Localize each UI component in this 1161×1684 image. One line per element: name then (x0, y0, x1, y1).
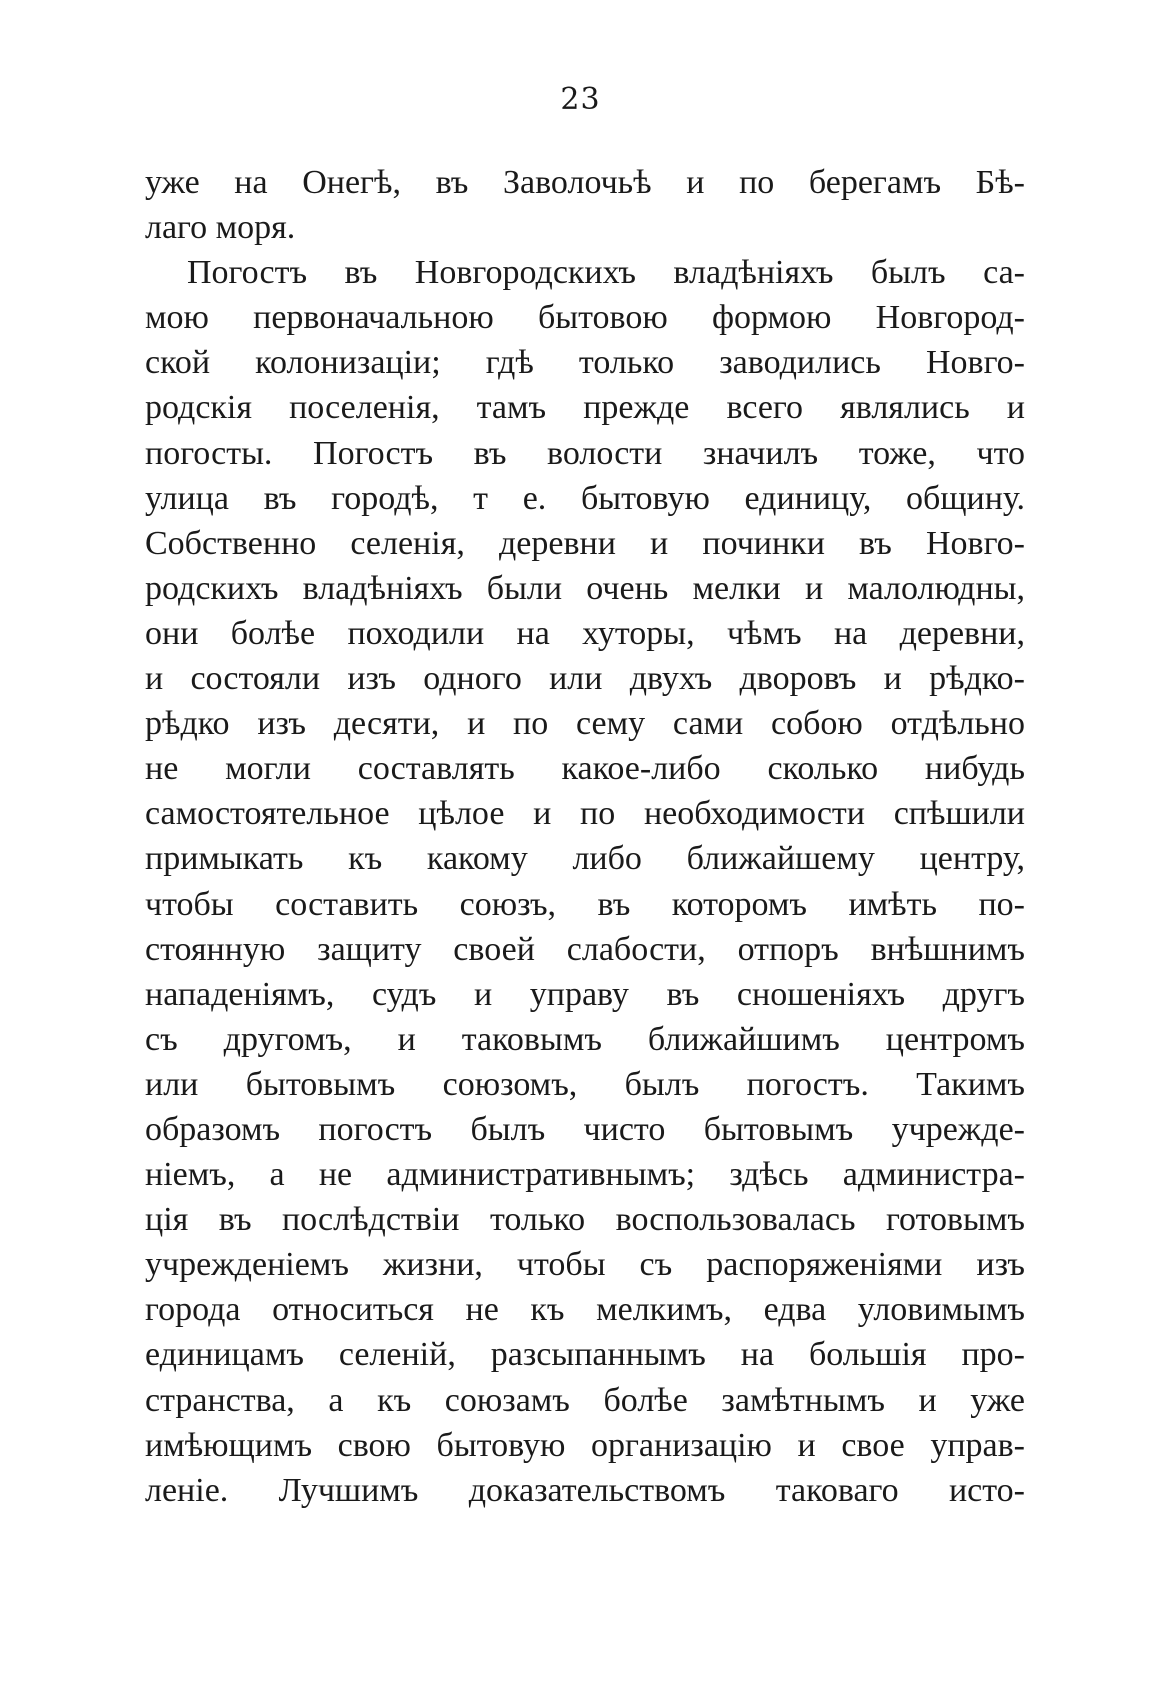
text-line: и состояли изъ одного или двухъ дворовъ и рѣдко- (145, 660, 1025, 698)
text-line: Погостъ въ Новгородскихъ владѣніяхъ былъ са- (187, 254, 1025, 292)
text-line: мою первоначальною бытовою формою Новгород- (145, 299, 1025, 337)
text-line: ской колонизаціи; гдѣ только заводились Новго- (145, 344, 1025, 382)
text-line: не могли составлять какое-либо сколько нибудь (145, 750, 1025, 788)
body-text (145, 160, 1025, 1513)
text-line: родскихъ владѣніяхъ были очень мелки и малолюдны, (145, 569, 1025, 607)
text-line: Собственно селенія, деревни и починки въ Новго- (145, 524, 1025, 562)
text-line: лаго моря. (145, 209, 296, 247)
text-line: рѣдко изъ десяти, и по сему сами собою отдѣльно (145, 705, 1025, 743)
text-line: учрежденіемъ жизни, чтобы съ распоряженіями изъ (145, 1246, 1025, 1284)
text-line: города относиться не къ мелкимъ, едва уловимымъ (145, 1291, 1025, 1329)
text-line: съ другомъ, и таковымъ ближайшимъ центромъ (145, 1020, 1025, 1058)
text-line: имѣющимъ свою бытовую организацію и свое управ- (145, 1426, 1025, 1464)
text-line: единицамъ селеній, разсыпаннымъ на большія про- (145, 1336, 1025, 1374)
text-line: они болѣе походили на хуторы, чѣмъ на деревни, (145, 614, 1025, 652)
text-line: леніе. Лучшимъ доказательствомъ таковаго исто- (145, 1471, 1025, 1509)
text-line: погосты. Погостъ въ волости значилъ тоже, что (145, 434, 1025, 472)
text-line: самостоятельное цѣлое и по необходимости спѣшили (145, 795, 1025, 833)
text-line: стоянную защиту своей слабости, отпоръ внѣшнимъ (145, 930, 1025, 968)
text-line: ція въ послѣдствіи только воспользовалась готовымъ (145, 1201, 1025, 1239)
text-line: родскія поселенія, тамъ прежде всего являлись и (145, 389, 1025, 427)
text-line: примыкать къ какому либо ближайшему центру, (145, 840, 1025, 878)
text-line: странства, а къ союзамъ болѣе замѣтнымъ и уже (145, 1381, 1025, 1419)
text-line: или бытовымъ союзомъ, былъ погостъ. Такимъ (145, 1065, 1025, 1103)
text-line: нападеніямъ, судъ и управу въ сношеніяхъ другъ (145, 975, 1025, 1013)
text-line: улица въ городѣ, т е. бытовую единицу, общину. (145, 479, 1025, 517)
page-number: 23 (560, 82, 601, 117)
text-line: ніемъ, а не административнымъ; здѣсь администра- (145, 1156, 1025, 1194)
text-line: чтобы составить союзъ, въ которомъ имѣть по- (145, 885, 1025, 923)
text-line: образомъ погостъ былъ чисто бытовымъ учрежде- (145, 1110, 1025, 1148)
text-line: уже на Онегѣ, въ Заволочьѣ и по берегамъ Бѣ- (145, 164, 1025, 201)
